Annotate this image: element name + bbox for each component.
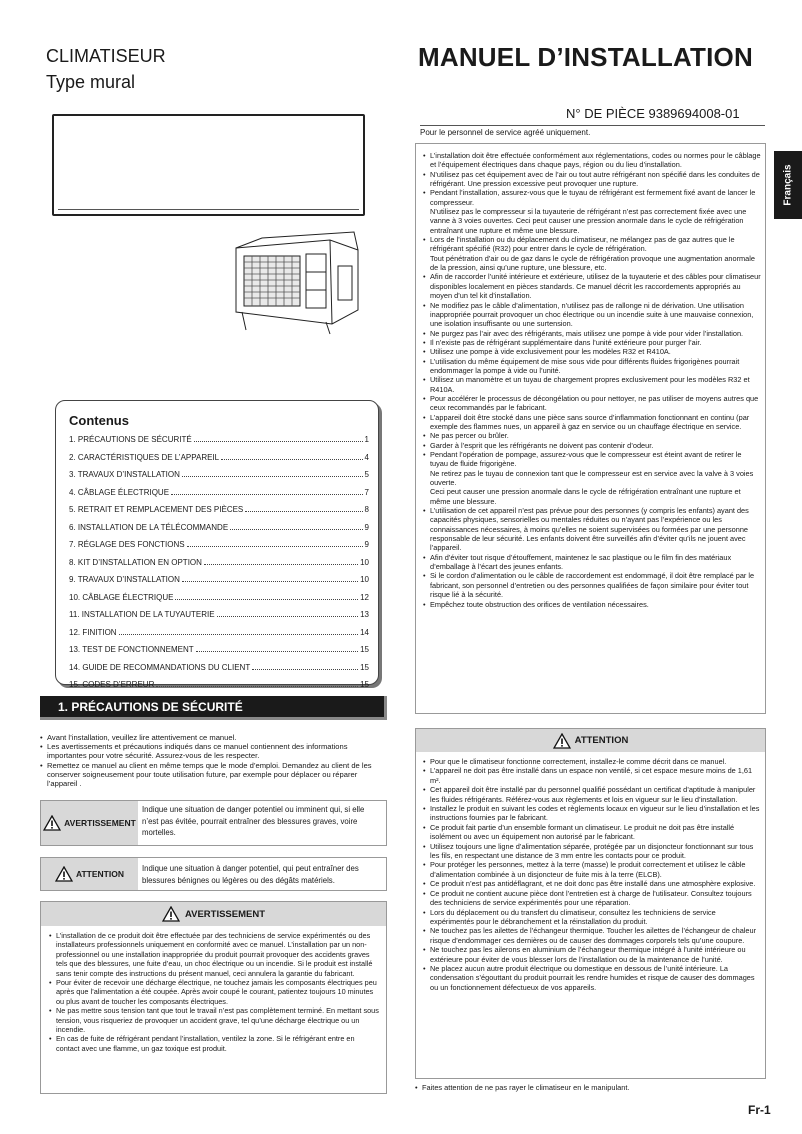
list-item: • L’appareil doit être stocké dans une pièce sans source d’inflammation fonctionnant en continu (par exemple des flammes nues, un appareil à gaz en service ou un chauffage électrique en service.: [423, 413, 761, 432]
contents-title: Contenus: [69, 413, 129, 428]
list-item: • Afin de raccorder l’unité intérieure et extérieure, utilisez de la tuyauterie et des câbles pour climatiseur disponibles localement en pièces standards. Ce manuel décrit les raccordements appropriés au moyen d’un tel kit d’installation.: [423, 272, 761, 300]
legend-caution-text-label: ATTENTION: [75, 869, 124, 879]
toc-leader: [156, 681, 358, 687]
toc-label: 1. PRÉCAUTIONS DE SÉCURITÉ: [69, 435, 192, 444]
list-item: • Pendant l’opération de pompage, assurez-vous que le compresseur est éteint avant de retirer le tuyau de fluide frigorigène. Ne retirez pas le tuyau de connexion tant que le compresseur est en service avec la valve à 3 voies ouverte. Ceci peut causer une pression anormale dans le cycle de réfrigération entraînant une rupture et même une blessure.: [423, 450, 761, 506]
list-item: • Ne pas percer ou brûler.: [423, 431, 761, 440]
toc-leader: [171, 489, 363, 495]
toc-page: 8: [364, 505, 369, 514]
attention-box-list: [423, 757, 761, 992]
toc-leader: [119, 629, 359, 635]
attention-box-title: ATTENTION: [574, 735, 629, 746]
toc-leader: [194, 436, 363, 442]
indoor-unit-illustration: [52, 114, 365, 216]
section-heading-label: 1. PRÉCAUTIONS DE SÉCURITÉ: [58, 700, 243, 714]
list-item: • Empêchez toute obstruction des orifices de ventilation nécessaires.: [423, 600, 761, 609]
legend-warning-label: [41, 801, 138, 845]
toc-row[interactable]: [69, 523, 369, 541]
warning-box-header: [41, 902, 386, 926]
list-item: • Si le cordon d’alimentation ou le câble de raccordement est endommagé, il doit être remplacé par le fabricant, son personnel d’entretien ou des personnes qualifiées de façon similaire pour éviter tout risque lié à la sécurité.: [423, 571, 761, 599]
toc-label: 3. TRAVAUX D’INSTALLATION: [69, 470, 180, 479]
right-warning-list: [423, 151, 761, 609]
toc-page: 7: [364, 487, 369, 497]
toc-label: 5. RETRAIT ET REMPLACEMENT DES PIÈCES: [69, 505, 244, 514]
part-number: N° DE PIÈCE 9389694008-01: [566, 106, 740, 121]
page-number: Fr-1: [748, 1103, 771, 1117]
toc-label: 11. INSTALLATION DE LA TUYAUTERIE: [69, 610, 215, 619]
list-item: • En cas de fuite de réfrigérant pendant l’installation, ventilez la zone. Si le réfrigérant entre en contact avec une flamme, un gaz toxique est produit.: [49, 1034, 380, 1053]
list-item: • Remettez ce manuel au client en même temps que le mode d’emploi. Demandez au client de les conserver soigneusement pour toute utilisation future, par exemple pour déplacer ou réparer l’appareil .: [40, 761, 385, 789]
list-item: • Utilisez un manomètre et un tuyau de chargement propres exclusivement pour les modèles R32 et R410A.: [423, 375, 761, 394]
toc-row[interactable]: [69, 435, 369, 453]
list-item: • Lors du déplacement ou du transfert du climatiseur, consultez les techniciens de service expérimentés pour le débranchement et la réinstallation du produit.: [423, 908, 761, 927]
toc-row[interactable]: [69, 540, 369, 558]
list-item: • L’utilisation de cet appareil n’est pas prévue pour des personnes (y compris les enfants) ayant des capacités physiques, sensorielles ou mentales réduites ou n’ayant pas l’expérience ou les connaissances nécessaires, à moins qu’elles ne soient supervisées ou formées par une personne responsable de leur sécurité. Les enfants doivent être surveillés afin d’éviter qu’ils ne jouent avec l’appareil.: [423, 506, 761, 553]
list-item: • Pendant l’installation, assurez-vous que le tuyau de réfrigérant est fermement fixé avant de lancer le compresseur. N’utilisez pas le compresseur si la tuyauterie de réfrigérant n’est pas correctement fixée avec une vanne à 3 voies ouvertes. Ceci peut causer une pression anormale dans le cycle de réfrigération entraînant une rupture et même une blessure.: [423, 188, 761, 235]
toc-label: 7. RÉGLAGE DES FONCTIONS: [69, 540, 185, 549]
toc-label: 8. KIT D’INSTALLATION EN OPTION: [69, 557, 202, 567]
toc-row[interactable]: [69, 470, 369, 488]
toc-page: 10: [360, 557, 369, 567]
list-item: • Garder à l’esprit que les réfrigérants ne doivent pas contenir d’odeur.: [423, 441, 761, 450]
list-item: • Avant l’installation, veuillez lire attentivement ce manuel.: [40, 733, 385, 742]
toc-row[interactable]: [69, 663, 369, 681]
toc-page: 1: [364, 435, 369, 444]
list-item: • Ne touchez pas les ailettes de l’échangeur thermique. Toucher les ailettes de l’échangeur de chaleur risque d’endommager ces dernières ou de causer des dommages corporels tels qu’une coupure.: [423, 926, 761, 945]
warning-box: [40, 901, 387, 1094]
list-item: • Ne pas mettre sous tension tant que tout le travail n’est pas complètement terminé. En mettant sous tension, vous risqueriez de provoquer un accident grave, tel qu’une décharge électrique ou un incendie.: [49, 1006, 380, 1034]
attention-box: [415, 728, 766, 1079]
toc-page: 4: [364, 452, 369, 462]
toc-label: 12. FINITION: [69, 627, 117, 637]
toc-leader: [245, 506, 362, 512]
list-item: • Ne purgez pas l’air avec des réfrigérants, mais utilisez une pompe à vide pour vider l’installation.: [423, 329, 761, 338]
warning-triangle-icon: [55, 866, 73, 882]
legend-warning-description: Indique une situation de danger potentiel ou imminent qui, si elle n’est pas évitée, pourrait entraîner des blessures graves, voire mortelles.: [142, 805, 365, 837]
list-item: • Utilisez une pompe à vide exclusivement pour les modèles R32 et R410A.: [423, 347, 761, 356]
list-item: • Ce produit ne contient aucune pièce dont l’entretien est à charge de l’utilisateur. Consultez toujours des techniciens de service expérimentés pour une réparation.: [423, 889, 761, 908]
toc-page: 9: [364, 540, 369, 549]
toc-row[interactable]: [69, 628, 369, 646]
toc-leader: [221, 454, 362, 460]
list-item: • Ce produit n’est pas antidéflagrant, et ne doit donc pas être installé dans une atmosphère explosive.: [423, 879, 761, 888]
toc-leader: [217, 611, 359, 617]
legend-caution-label: [41, 858, 138, 890]
attention-box-header: [416, 729, 765, 752]
section-heading: [40, 696, 387, 720]
warning-box-title: AVERTISSEMENT: [184, 908, 266, 920]
list-item: • N’utilisez pas cet équipement avec de l’air ou tout autre réfrigérant non spécifié dans les conduites de réfrigérant. Une pression excessive peut provoquer une rupture.: [423, 170, 761, 189]
toc-page: 15: [360, 645, 369, 654]
intro-list: [40, 733, 385, 788]
toc-page: 13: [360, 610, 369, 619]
header-divider: [420, 125, 765, 126]
legend-caution-description: Indique une situation à danger potentiel, qui peut entraîner des blessures bénignes ou légères ou des dégâts matériels.: [142, 864, 359, 885]
outdoor-unit-illustration: [232, 226, 362, 336]
list-item: • Pour que le climatiseur fonctionne correctement, installez-le comme décrit dans ce manuel.: [423, 757, 761, 766]
list-item: • L’utilisation du même équipement de mise sous vide pour différents fluides frigorigènes pourrait endommager la pompe à vide ou l’unité.: [423, 357, 761, 376]
list-item: • Pour accélérer le processus de décongélation ou pour nettoyer, ne pas utiliser de moyens autres que ceux recommandés par le fabricant.: [423, 394, 761, 413]
toc-row[interactable]: [69, 680, 369, 698]
toc-page: 14: [360, 627, 369, 637]
warning-triangle-icon: [43, 815, 61, 831]
list-item: • Ne placez aucun autre produit électrique ou domestique en dessous de l’unité intérieure. La condensation s’égouttant du produit pourrait les rendre humides et risque de causer des dommages ou un fonctionnement défectueux de vos appareils.: [423, 964, 761, 992]
toc-row[interactable]: [69, 610, 369, 628]
list-item: • Les avertissements et précautions indiqués dans ce manuel contiennent des informations importantes pour votre sécurité. Assurez-vous de les respecter.: [40, 742, 385, 760]
toc-leader: [252, 664, 358, 670]
toc-leader: [182, 576, 358, 582]
legend-caution: [40, 857, 387, 891]
toc-leader: [230, 524, 362, 530]
product-name: CLIMATISEUR: [46, 46, 166, 66]
list-item: • Lors de l’installation ou du déplacement du climatiseur, ne mélangez pas de gaz autres que le réfrigérant spécifié (R32) pour entrer dans le cycle de réfrigération. Tout pénétration d’air ou de gaz dans le cycle de réfrigération provoque une augmentation anormale de la pression, ainsi qu’une rupture, une blessure, etc.: [423, 235, 761, 272]
toc-leader: [182, 471, 363, 477]
toc-page: 15: [360, 680, 369, 689]
toc-label: 6. INSTALLATION DE LA TÉLÉCOMMANDE: [69, 522, 229, 532]
legend-warning: [40, 800, 387, 846]
contents-list: [69, 435, 369, 698]
toc-row[interactable]: [69, 593, 369, 611]
toc-label: 9. TRAVAUX D’INSTALLATION: [69, 575, 180, 584]
toc-label: 15. CODES D’ERREUR: [69, 680, 155, 689]
list-item: • Ce produit fait partie d’un ensemble formant un climatiseur. Le produit ne doit pas être installé isolément ou avec un équipement non autorisé par le fabricant.: [423, 823, 761, 842]
list-item: • Utilisez toujours une ligne d’alimentation séparée, protégée par un disjoncteur fonctionnant sur tous les fils, en respectant une distance de 3 mm entre les contacts pour ce produit.: [423, 842, 761, 861]
audience-note: Pour le personnel de service agréé uniquement.: [420, 128, 591, 137]
list-item: • L’installation de ce produit doit être effectuée par des techniciens de service expérimentés ou des installateurs professionnels uniquement en conformité avec ce manuel. L’installation par un non-professionnel ou une installation inappropriée du produit pourrait provoquer des accidents graves tels que des blessures, une fuite d’eau, un choc électrique ou un incendie. Si le produit est installé sans tenir compte des instructions du présent manuel, ceci annulera la garantie du fabricant.: [49, 931, 380, 978]
list-item: • Cet appareil doit être installé par du personnel qualifié possédant un certificat d’aptitude à manipuler les fluides réfrigérants. Référez-vous aux règlements et lois en vigueur sur le lieu d’installation.: [423, 785, 761, 804]
list-item: • L’appareil ne doit pas être installé dans un espace non ventilé, si cet espace mesure moins de 1,61 m².: [423, 766, 761, 785]
warning-triangle-icon: [162, 906, 180, 922]
toc-page: 15: [360, 662, 369, 672]
toc-label: 2. CARACTÉRISTIQUES DE L’APPAREIL: [69, 452, 220, 462]
toc-row[interactable]: [69, 575, 369, 593]
list-item: • Ne modifiez pas le câble d’alimentation, n’utilisez pas de rallonge ni de dérivation. Une utilisation inappropriée pourrait provoquer un choc électrique ou un incendie suite à une mauvaise connexion, une isolation insuffisante ou une surtension.: [423, 301, 761, 329]
toc-page: 9: [364, 522, 369, 532]
toc-leader: [196, 646, 358, 652]
toc-leader: [175, 594, 358, 600]
language-tab-label: Français: [782, 164, 794, 206]
toc-leader: [187, 541, 363, 547]
toc-row[interactable]: [69, 558, 369, 576]
toc-page: 10: [360, 575, 369, 584]
language-tab: [774, 151, 802, 219]
toc-label: 10. CÂBLAGE ÉLECTRIQUE: [69, 592, 174, 602]
toc-row[interactable]: [69, 488, 369, 506]
toc-leader: [204, 559, 358, 565]
toc-label: 13. TEST DE FONCTIONNEMENT: [69, 645, 194, 654]
legend-warning-text-label: AVERTISSEMENT: [64, 818, 136, 828]
right-warning-box: [415, 143, 766, 714]
toc-row[interactable]: [69, 645, 369, 663]
contents-box: [55, 400, 379, 689]
list-item: • Pour protéger les personnes, mettez à la terre (masse) le produit correctement et utilisez le câble d’alimentation combinée à un disjoncteur de fuite mis à la terre (ELCB).: [423, 860, 761, 879]
toc-page: 5: [364, 470, 369, 479]
list-item: • Il n’existe pas de réfrigérant supplémentaire dans l’unité extérieure pour purger l’air.: [423, 338, 761, 347]
list-item: • Ne touchez pas les ailerons en aluminium de l’échangeur thermique intégré à l’unité intérieure ou extérieure pour éviter de vous blesser lors de l’installation ou de la maintenance de l’unité.: [423, 945, 761, 964]
product-type: Type mural: [46, 72, 136, 92]
toc-label: 4. CÂBLAGE ÉLECTRIQUE: [69, 487, 170, 497]
list-item: • Pour éviter de recevoir une décharge électrique, ne touchez jamais les composants électriques peu après que l’alimentation a été coupée. Après avoir coupé le courant, patientez toujours 10 minutes ou plus avant de toucher les composants électriques.: [49, 978, 380, 1006]
footer-note: • Faites attention de ne pas rayer le climatiseur en le manipulant.: [415, 1083, 802, 1092]
list-item: • L’installation doit être effectuée conformément aux réglementations, codes ou normes pour le câblage et l’équipement électriques dans chaque pays, région ou du lieu d’installation.: [423, 151, 761, 170]
toc-row[interactable]: [69, 453, 369, 471]
warning-box-list: [49, 931, 380, 1053]
list-item: • Installez le produit en suivant les codes et règlements locaux en vigueur sur le lieu d’installation et les instructions fournies par le fabricant.: [423, 804, 761, 823]
toc-row[interactable]: [69, 505, 369, 523]
toc-label: 14. GUIDE DE RECOMMANDATIONS DU CLIENT: [69, 662, 251, 672]
list-item: • Afin d’éviter tout risque d’étouffement, maintenez le sac plastique ou le film fin des matériaux d’emballage à l’écart des jeunes enfants.: [423, 553, 761, 572]
manual-title: MANUEL D’INSTALLATION: [418, 42, 753, 72]
warning-triangle-icon: [553, 733, 571, 749]
toc-page: 12: [360, 592, 369, 602]
